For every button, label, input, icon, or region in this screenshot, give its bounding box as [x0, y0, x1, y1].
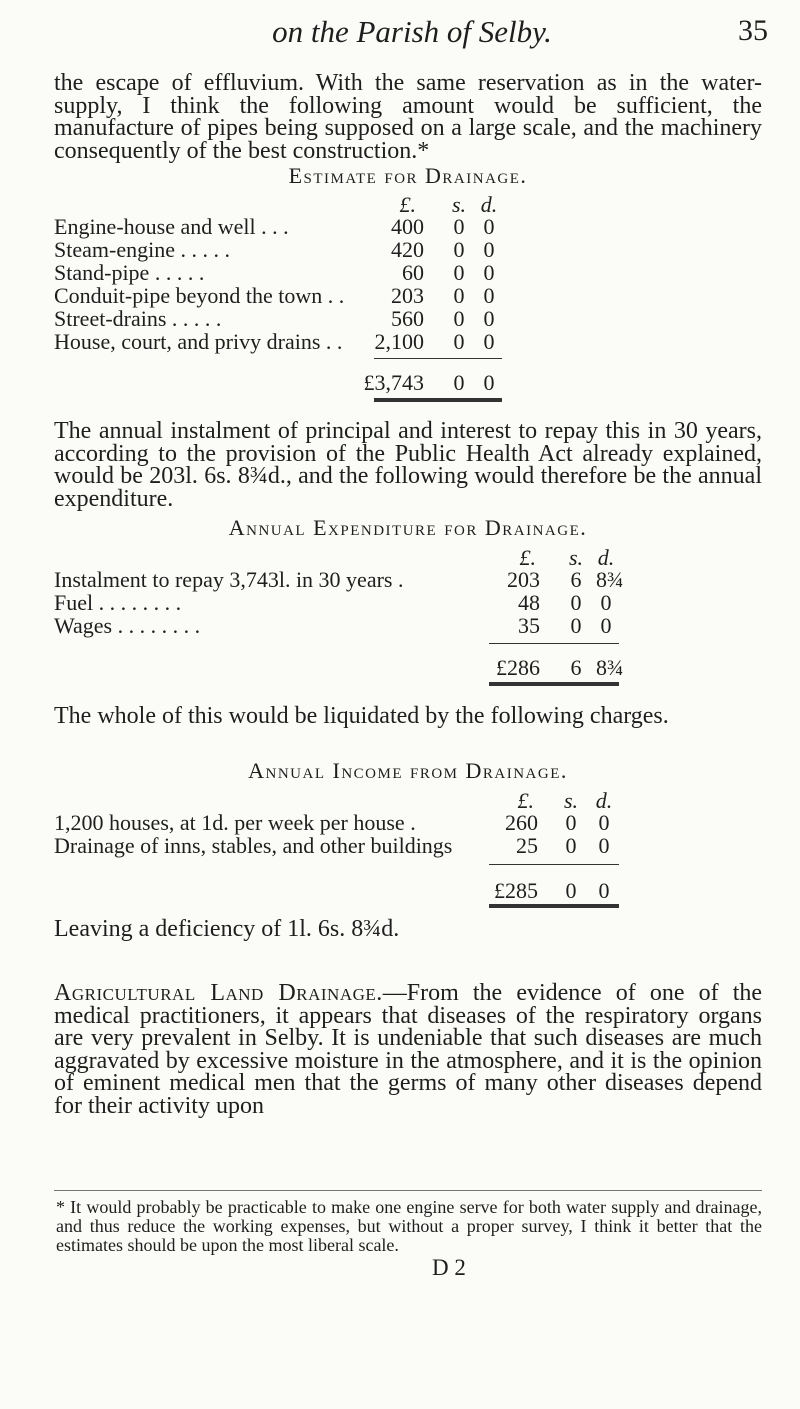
sum-rule: [489, 864, 619, 865]
income-column-headings: [54, 788, 762, 812]
row-pounds: 203: [507, 567, 540, 592]
estimate-column-headings: [54, 192, 762, 216]
row-shillings: 0: [453, 237, 465, 262]
footnote: * It would probably be practicable to make one engine serve for both water supply and drainage, and thus reduce the working expenses, but without a proper survey, I think it better that the estimates should be upon the most liberal scale.: [56, 1197, 762, 1255]
pounds-column-heading: £.: [517, 788, 534, 813]
row-pence: 0: [483, 306, 495, 331]
row-label: Street-drains . . . . .: [54, 306, 222, 331]
shillings-column-heading: s.: [451, 192, 467, 217]
income-heading: Annual Income from Drainage.: [248, 758, 568, 783]
shillings-column-heading: s.: [563, 788, 579, 813]
total-shillings: 0: [565, 878, 577, 903]
expenditure-column-headings: [54, 545, 762, 569]
row-pounds: 2,100: [374, 329, 424, 354]
total-pounds: £286: [496, 655, 540, 680]
instalment-paragraph: The annual instalment of principal and interest to repay this in 30 years, according to the provision of the Public Health Act already explained, would be 203l. 6s. 8¾d., and the following would therefore be the annual expenditure.: [54, 418, 762, 512]
row-pounds: 35: [518, 613, 540, 638]
row-pounds: 60: [402, 260, 424, 285]
total-double-rule: [374, 398, 502, 402]
charges-paragraph: The whole of this would be liquidated by the following charges.: [54, 703, 669, 729]
total-row: [54, 878, 762, 902]
table-row: [54, 833, 762, 857]
row-pounds: 25: [516, 833, 538, 858]
row-pence: 0: [600, 590, 612, 615]
sum-rule: [489, 643, 619, 644]
row-pence: 0: [483, 237, 495, 262]
running-title: on the Parish of Selby.: [272, 14, 552, 49]
total-shillings: 0: [453, 370, 465, 395]
agricultural-paragraph: [54, 982, 762, 1117]
table-row: [54, 810, 762, 834]
signature-mark: D 2: [432, 1255, 466, 1280]
pence-column-heading: d.: [595, 788, 613, 813]
footnote-rule: [54, 1190, 762, 1191]
row-shillings: 0: [570, 613, 582, 638]
total-double-rule: [489, 682, 619, 686]
row-shillings: 6: [570, 567, 582, 592]
row-label: Stand-pipe . . . . .: [54, 260, 205, 285]
table-row: [54, 237, 762, 261]
row-shillings: 0: [453, 283, 465, 308]
row-label: House, court, and privy drains . .: [54, 329, 343, 354]
total-pounds: £285: [494, 878, 538, 903]
total-shillings: 6: [570, 655, 582, 680]
row-shillings: 0: [570, 590, 582, 615]
deficiency-line: Leaving a deficiency of 1l. 6s. 8¾d.: [54, 916, 400, 942]
table-row: [54, 590, 762, 614]
table-row: [54, 214, 762, 238]
table-row: [54, 260, 762, 284]
expenditure-heading: Annual Expenditure for Drainage.: [228, 515, 588, 540]
row-label: Steam-engine . . . . .: [54, 237, 230, 262]
agricultural-body: —From the evidence of one of the medical practitioners, it appears that diseases of the respiratory organs are very prevalent in Selby. It is undeniable that such diseases are much aggravated by excessive moisture in the atmosphere, and it is the opinion of eminent medical men that the germs of many other diseases depend for their activity upon: [54, 980, 763, 1119]
row-pence: 8¾: [596, 567, 624, 592]
total-pence: 0: [598, 878, 610, 903]
table-row: [54, 306, 762, 330]
pence-column-heading: d.: [597, 545, 615, 570]
row-shillings: 0: [565, 833, 577, 858]
table-row: [54, 283, 762, 307]
total-row: [54, 370, 762, 394]
table-row: [54, 329, 762, 353]
row-pence: 0: [598, 810, 610, 835]
pence-column-heading: d.: [480, 192, 498, 217]
table-row: [54, 613, 762, 637]
row-pounds: 400: [391, 214, 424, 239]
total-double-rule: [489, 904, 619, 908]
pounds-column-heading: £.: [399, 192, 416, 217]
row-label: Engine-house and well . . .: [54, 214, 289, 239]
row-label: Conduit-pipe beyond the town . .: [54, 283, 345, 308]
shillings-column-heading: s.: [568, 545, 584, 570]
agricultural-heading: Agricultural Land Drainage.: [54, 980, 383, 1006]
row-pence: 0: [483, 260, 495, 285]
total-row: [54, 655, 762, 679]
row-label: Wages . . . . . . . .: [54, 613, 201, 638]
sum-rule: [374, 358, 502, 359]
total-pence: 8¾: [596, 655, 624, 680]
page-header: [54, 14, 770, 54]
row-pence: 0: [483, 283, 495, 308]
row-label: Fuel . . . . . . . .: [54, 590, 182, 615]
row-pounds: 560: [391, 306, 424, 331]
row-label: Drainage of inns, stables, and other buildings: [54, 833, 453, 858]
table-row: [54, 567, 762, 591]
row-pounds: 203: [391, 283, 424, 308]
row-shillings: 0: [453, 306, 465, 331]
row-shillings: 0: [453, 260, 465, 285]
row-pounds: 420: [391, 237, 424, 262]
row-shillings: 0: [453, 214, 465, 239]
row-pence: 0: [598, 833, 610, 858]
estimate-heading: Estimate for Drainage.: [288, 163, 528, 188]
row-pence: 0: [600, 613, 612, 638]
row-label: 1,200 houses, at 1d. per week per house .: [54, 810, 416, 835]
row-shillings: 0: [565, 810, 577, 835]
row-label: Instalment to repay 3,743l. in 30 years .: [54, 567, 404, 592]
row-pounds: 48: [518, 590, 540, 615]
total-pounds: £3,743: [363, 370, 424, 395]
pounds-column-heading: £.: [519, 545, 536, 570]
row-pounds: 260: [505, 810, 538, 835]
row-pence: 0: [483, 329, 495, 354]
intro-paragraph: the escape of effluvium. With the same reservation as in the water-supply, I think the following amount would be sufficient, the manufacture of pipes being supposed on a large scale, and the machinery consequently of the best construction.*: [54, 70, 762, 164]
row-shillings: 0: [453, 329, 465, 354]
page-number: 35: [738, 14, 768, 47]
row-pence: 0: [483, 214, 495, 239]
total-pence: 0: [483, 370, 495, 395]
